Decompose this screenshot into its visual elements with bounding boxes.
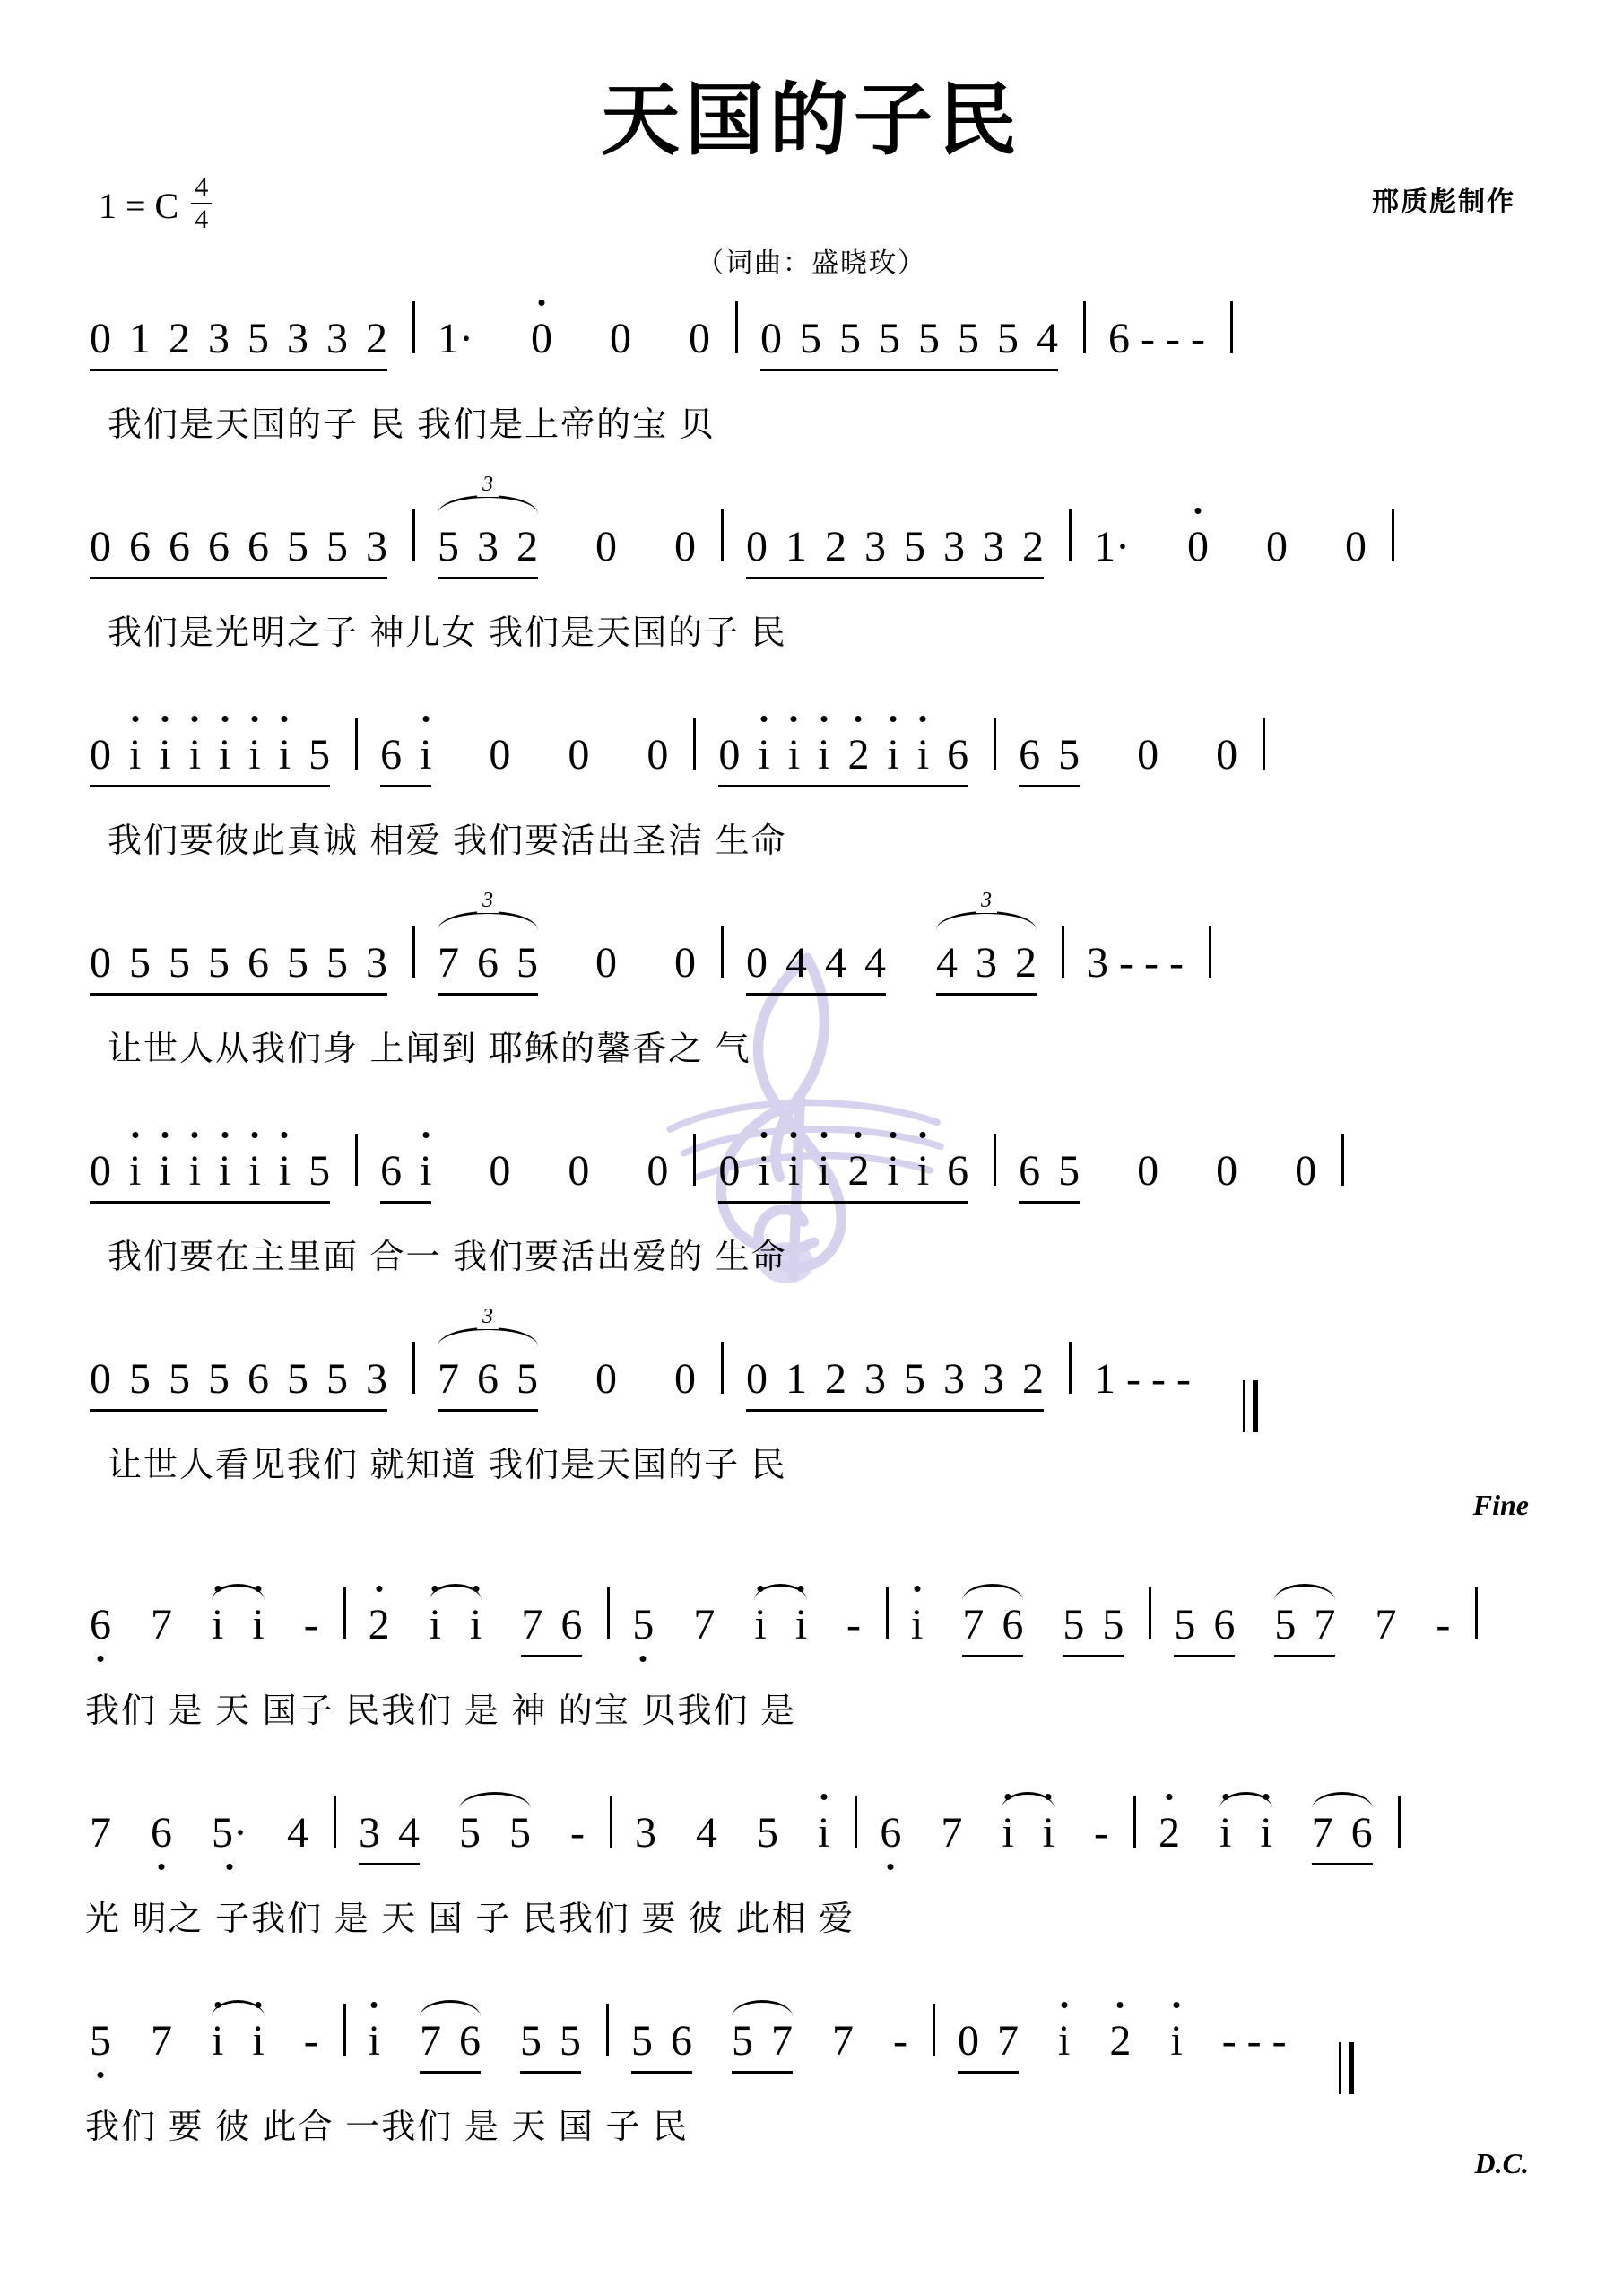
barline [1461,1602,1489,1651]
credit-producer: 邢质彪制作 [1372,187,1515,217]
system-2-lyrics: 我们是光明之子 神儿女 我们是天国的子 民 [108,614,787,652]
barline [918,2018,947,2067]
note: - [569,1809,585,1857]
note: 0 [647,731,669,778]
barline [1134,1602,1163,1651]
note: - [846,1601,862,1648]
triplet-bracket: 3 [438,495,538,514]
system-6 [0,1305,1623,1580]
note: 0 [647,1147,669,1195]
system-1-notes [0,314,1623,396]
fine-mark: Fine [1472,1489,1529,1521]
note-group: 0 i i i 2 i i 6 [718,730,968,787]
system-7 [0,1600,1623,1808]
note-group: 7 6 [962,1600,1023,1657]
system-7-notes [0,1600,1623,1683]
note: i [1170,2017,1183,2065]
time-signature-numerator: 4 [191,174,212,204]
note-group: 0 i i i i i i 5 [90,1146,330,1204]
slur-group: i i [1219,1808,1272,1857]
barline [1327,1148,1356,1197]
note: 6 - - - [1107,315,1205,362]
note: 7 [151,2017,172,2065]
note: 2 [1158,1809,1180,1857]
note-group: 7 6 [1312,1808,1373,1866]
note-group: 5 6 [1174,1600,1235,1657]
dc-mark: D.C. [1474,2147,1529,2179]
note: i [911,1601,924,1648]
barline [341,1148,369,1197]
barline [872,1602,900,1651]
note: 4 [286,1809,308,1857]
note: i [368,2017,381,2065]
system-6-lyrics: 让世人看见我们 就知道 我们是天国的子 民 [108,1447,787,1484]
note: 0 [674,939,696,987]
note: 3 - - - [1087,939,1184,987]
note: 5 [632,1601,655,1648]
note: 2 [1109,2017,1132,2065]
barline [592,2018,621,2067]
note: - [1094,1809,1108,1857]
barline [1216,316,1245,365]
barline [979,1148,1008,1197]
triplet-bracket: 3 [936,911,1037,930]
triplet-group: 3 7 6 5 [438,1354,538,1412]
barline [707,524,735,573]
note: 0 [1137,1147,1159,1195]
note-group: 6 i [380,1146,431,1204]
barline [1055,1356,1083,1405]
barline [398,316,427,365]
note-group: 7 6 [521,1600,582,1657]
note-group: 0 5 5 5 6 5 5 3 [90,1354,387,1412]
note: 0 [674,1355,696,1403]
note: 0 [530,315,552,362]
note: 0 [1137,731,1159,778]
barline [707,940,735,989]
music-systems [0,314,1623,2242]
note-group: 0 5 5 5 5 5 5 4 [760,314,1058,371]
note: 0 [595,939,617,987]
system-8-lyrics: 光 明之 子我们 是 天 国 子 民我们 要 彼 此相 爱 [85,1900,855,1938]
note-group: 0 i i i 2 i i 6 [718,1146,968,1204]
note: 0 [1295,1147,1317,1195]
note: 0 [688,315,710,362]
system-8-notes [0,1808,1623,1891]
slur-group: 5 5 [459,1808,531,1857]
note: 0 [1186,523,1209,570]
barline [398,524,427,573]
system-7-lyrics: 我们 是 天 国子 民我们 是 神 的宝 贝我们 是 [85,1692,797,1730]
barline [1248,732,1277,781]
system-3 [0,730,1623,938]
note: 0 [568,1147,590,1195]
system-3-lyrics: 我们要彼此真诚 相爱 我们要活出圣洁 生命 [108,822,787,860]
barline [319,1810,348,1859]
note-group: 0 1 2 3 5 3 3 2 [746,1354,1044,1412]
note: - [893,2017,907,2065]
note: 7 [1375,1601,1397,1648]
note-group: 5 7 [732,2016,793,2074]
barline [1055,524,1083,573]
system-2-notes [0,473,1623,604]
slur-group: i i [212,1600,265,1649]
barline [707,1356,735,1405]
note-group: 6 5 [1019,730,1080,787]
system-2 [0,473,1623,730]
note: - [1436,1601,1451,1648]
note: 0 [489,1147,511,1195]
system-9-notes [0,2016,1623,2099]
note-group: 3 4 [359,1808,420,1866]
time-signature-denominator: 4 [195,204,209,234]
note-group: 5 6 [631,2016,692,2074]
note: 6 [151,1809,172,1857]
system-5 [0,1146,1623,1354]
slur-group: i i [430,1600,482,1649]
barline [1377,524,1406,573]
key-signature [99,172,212,235]
note: 5· [212,1809,247,1857]
system-8 [0,1808,1623,2016]
barline [721,316,750,365]
barline [979,732,1008,781]
barline [1119,1810,1148,1859]
note-group: 0 4 4 4 [746,938,886,996]
note: 1· [1094,523,1130,570]
barline [593,1602,621,1651]
note: 0 [1216,731,1238,778]
note: 4 [695,1809,717,1857]
time-signature [191,174,212,233]
barline [398,940,427,989]
triplet-bracket: 3 [438,911,538,930]
note: 0 [1265,523,1288,570]
barline [840,1810,869,1859]
barline [1194,940,1223,989]
system-4-lyrics: 让世人从我们身 上闻到 耶稣的馨香之 气 [108,1031,751,1068]
note: 3 [634,1809,656,1857]
barline [595,1810,624,1859]
note: 5 [90,2017,111,2065]
note-group: 5 5 [1063,1600,1124,1657]
note-group: 5 5 [520,2016,581,2074]
system-5-notes [0,1146,1623,1229]
note: 7 [941,1809,963,1857]
note: 0 [609,315,631,362]
barline [329,2018,358,2067]
note: 7 [90,1809,111,1857]
note: 7 [151,1601,172,1648]
note-group: 0 1 2 3 5 3 3 2 [90,314,387,371]
note: i [1058,2017,1071,2065]
note: 6 [90,1601,111,1648]
note: 0 [674,523,696,570]
note: 1· [438,315,473,362]
barline [329,1602,358,1651]
triplet-bracket: 3 [438,1327,538,1346]
system-4 [0,889,1623,1146]
slur-group: i i [754,1600,807,1649]
barline [1047,940,1076,989]
barline [341,732,369,781]
note-group: 0 5 5 5 6 5 5 3 [90,938,387,996]
note: 7 [693,1601,716,1648]
system-6-notes [0,1305,1623,1437]
note: 2 [368,1601,390,1648]
note-group: 7 6 [420,2016,481,2074]
note: - - - [1221,2017,1287,2065]
note: 0 [1344,523,1367,570]
slur-group: i i [1002,1808,1055,1857]
note-group: 6 i [380,730,431,787]
note: i [817,1809,830,1857]
note: 0 [1216,1147,1238,1195]
note: 0 [595,523,617,570]
note: 0 [568,731,590,778]
triplet-group: 3 4 3 2 [936,938,1037,996]
credit-lyricist-composer: （词曲：盛晓玫） [697,248,926,278]
note-group: 5 7 [1274,1600,1335,1657]
note-group: 0 6 6 6 6 5 5 3 [90,522,387,579]
barline [398,1356,427,1405]
key-signature-text: 1 = C [99,185,179,226]
note-group: 6 5 [1019,1146,1080,1204]
note: 6 [880,1809,902,1857]
note-group: 0 i i i i i i 5 [90,730,330,787]
barline [679,1148,707,1197]
note-group: 0 7 [958,2016,1019,2074]
system-4-notes [0,889,1623,1021]
barline [1384,1810,1412,1859]
note: - [303,1601,318,1648]
system-1 [0,314,1623,522]
system-9 [0,2016,1623,2242]
system-9-lyrics: 我们 要 彼 此合 一我们 是 天 国 子 民 [85,2109,690,2146]
note: 7 [832,2017,855,2065]
barline [679,732,707,781]
system-3-notes [0,730,1623,813]
note: 1 - - - [1094,1355,1191,1403]
triplet-group: 3 5 3 2 [438,522,538,579]
note: 5 [756,1809,778,1857]
note: 0 [595,1355,617,1403]
note: - [303,2017,318,2065]
note-group: 0 1 2 3 5 3 3 2 [746,522,1044,579]
note: 0 [489,731,511,778]
barline [1069,316,1098,365]
triplet-group: 3 7 6 5 [438,938,538,996]
system-5-lyrics: 我们要在主里面 合一 我们要活出爱的 生命 [108,1239,787,1276]
system-1-lyrics: 我们是天国的子 民 我们是上帝的宝 贝 [108,406,716,444]
page-title: 天国的子民 [600,75,1022,164]
slur-group: i i [212,2016,265,2066]
